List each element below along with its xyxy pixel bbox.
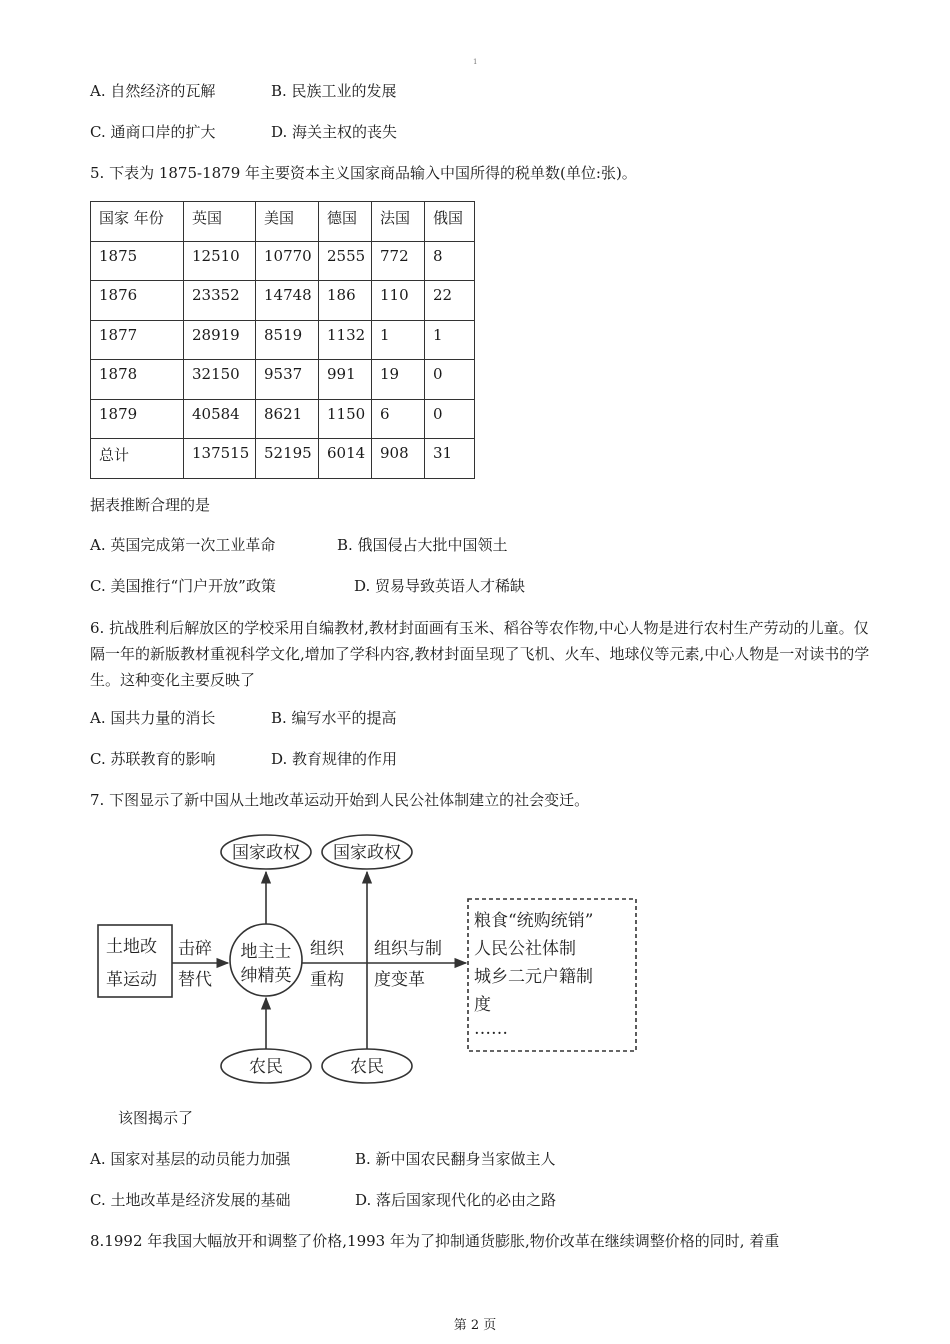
table-cell: 1878 [91,360,184,400]
q5-prompt: 据表推断合理的是 [90,496,211,514]
table-cell: 6014 [319,439,372,479]
table-cell: 总计 [91,439,184,479]
q7-option-a[interactable]: A. 国家对基层的动员能力加强 [90,1150,291,1168]
table-cell: 0 [425,399,475,439]
q5-option-d[interactable]: D. 贸易导致英语人才稀缺 [354,577,526,595]
q5-stem: 5. 下表为 1875-1879 年主要资本主义国家商品输入中国所得的税单数(单位:张)。 [90,164,637,182]
table-cell: 2555 [319,241,372,281]
result-label-2: 人民公社体制 [474,939,576,959]
q4-options-row2 [90,122,397,142]
table-cell: 1877 [91,320,184,360]
q4-option-b[interactable]: B. 民族工业的发展 [271,82,397,100]
state-power-label-2: 国家政权 [333,843,401,863]
table-cell: 1879 [91,399,184,439]
q4-option-a[interactable]: A. 自然经济的瓦解 [90,82,216,100]
q8-stem: 8.1992 年我国大幅放开和调整了价格,1993 年为了抑制通货膨胀,物价改革在继续调整价格的同时, 着重 [90,1232,780,1250]
land-reform-label-2: 革运动 [106,970,157,990]
table-cell: 8519 [256,320,319,360]
result-label-4: 度 [474,995,491,1015]
q7-stem: 7. 下图显示了新中国从土地改革运动开始到人民公社体制建立的社会变迁。 [90,791,590,809]
table-cell: 991 [319,360,372,400]
q4-option-d[interactable]: D. 海关主权的丧失 [271,123,398,141]
table-cell: 0 [425,360,475,400]
reorg-label-1: 组织 [310,939,344,959]
q6-option-d[interactable]: D. 教育规律的作用 [271,750,398,768]
table-cell: 1 [372,320,425,360]
table-cell: 137515 [184,439,256,479]
table-cell: 28919 [184,320,256,360]
table-header-cell: 英国 [184,202,256,242]
farmer-label-2: 农民 [350,1057,384,1077]
social-change-diagram [92,832,648,1084]
table-row [91,281,475,321]
table-row [91,360,475,400]
reorg-label-2: 重构 [310,970,344,990]
table-cell: 6 [372,399,425,439]
table-row [91,399,475,439]
q6-option-a[interactable]: A. 国共力量的消长 [90,709,216,727]
q5-option-c[interactable]: C. 美国推行“门户开放”政策 [90,577,276,595]
q4-options-row1 [90,81,397,101]
q7-prompt: 该图揭示了 [118,1109,194,1127]
q5-options-row1 [90,535,508,555]
table-cell: 186 [319,281,372,321]
table-cell: 1875 [91,241,184,281]
table-cell: 1150 [319,399,372,439]
table-cell: 32150 [184,360,256,400]
table-cell: 19 [372,360,425,400]
result-label-3: 城乡二元户籍制 [474,967,593,987]
table-cell: 8621 [256,399,319,439]
table-header-cell: 美国 [256,202,319,242]
table-cell: 14748 [256,281,319,321]
table-cell: 1 [425,320,475,360]
table-cell: 772 [372,241,425,281]
gentry-label-1: 地主士 [240,942,292,962]
table-cell: 23352 [184,281,256,321]
table-cell: 40584 [184,399,256,439]
q5-option-b[interactable]: B. 俄国侵占大批中国领土 [337,536,508,554]
q7-option-b[interactable]: B. 新中国农民翻身当家做主人 [355,1150,556,1168]
smash-label-2: 替代 [178,970,212,990]
page-number: 第 2 页 [453,1318,497,1333]
table-cell: 1876 [91,281,184,321]
table-row [91,320,475,360]
q6-stem: 6. 抗战胜利后解放区的学校采用自编教材,教材封面画有玉米、稻谷等农作物,中心人物是进行农村生产劳动的儿童。仅隔一年的新版教材重视科学文化,增加了学科内容,教材封面呈现了飞机、火车、地球仪等元素,中心人物是一对读书的学生。这种变化主要反映了 [90,619,870,689]
q7-option-d[interactable]: D. 落后国家现代化的必由之路 [355,1191,557,1209]
reform-label-1: 组织与制 [374,939,442,959]
table-header-cell: 俄国 [425,202,475,242]
tax-table [90,201,475,479]
table-header-cell: 德国 [319,202,372,242]
farmer-label-1: 农民 [249,1057,283,1077]
table-cell: 8 [425,241,475,281]
q6-options-row1 [90,708,397,728]
result-label-5: …… [474,1019,508,1039]
q6-options-row2 [90,749,397,769]
land-reform-label-1: 土地改 [106,937,157,957]
table-cell: 10770 [256,241,319,281]
q5-option-a[interactable]: A. 英国完成第一次工业革命 [90,536,276,554]
table-cell: 52195 [256,439,319,479]
q6-option-c[interactable]: C. 苏联教育的影响 [90,750,216,768]
q4-option-c[interactable]: C. 通商口岸的扩大 [90,123,216,141]
table-cell: 12510 [184,241,256,281]
state-power-label-1: 国家政权 [232,843,300,863]
table-cell: 908 [372,439,425,479]
table-total-row [91,439,475,479]
table-cell: 110 [372,281,425,321]
smash-label-1: 击碎 [178,939,212,959]
q7-options-row2 [90,1190,556,1210]
gentry-label-2: 绅精英 [240,966,292,986]
table-header-cell: 法国 [372,202,425,242]
table-header-cell: 国家 年份 [91,202,184,242]
page-header-mark: 1 [473,58,478,66]
reform-label-2: 度变革 [374,970,425,990]
table-cell: 22 [425,281,475,321]
result-label-1: 粮食“统购统销” [474,911,594,931]
q7-options-row1 [90,1149,556,1169]
q6-option-b[interactable]: B. 编写水平的提高 [271,709,397,727]
table-header-row [91,202,475,242]
table-cell: 9537 [256,360,319,400]
table-cell: 1132 [319,320,372,360]
q7-option-c[interactable]: C. 土地改革是经济发展的基础 [90,1191,291,1209]
q5-options-row2 [90,576,525,596]
table-cell: 31 [425,439,475,479]
table-row [91,241,475,281]
